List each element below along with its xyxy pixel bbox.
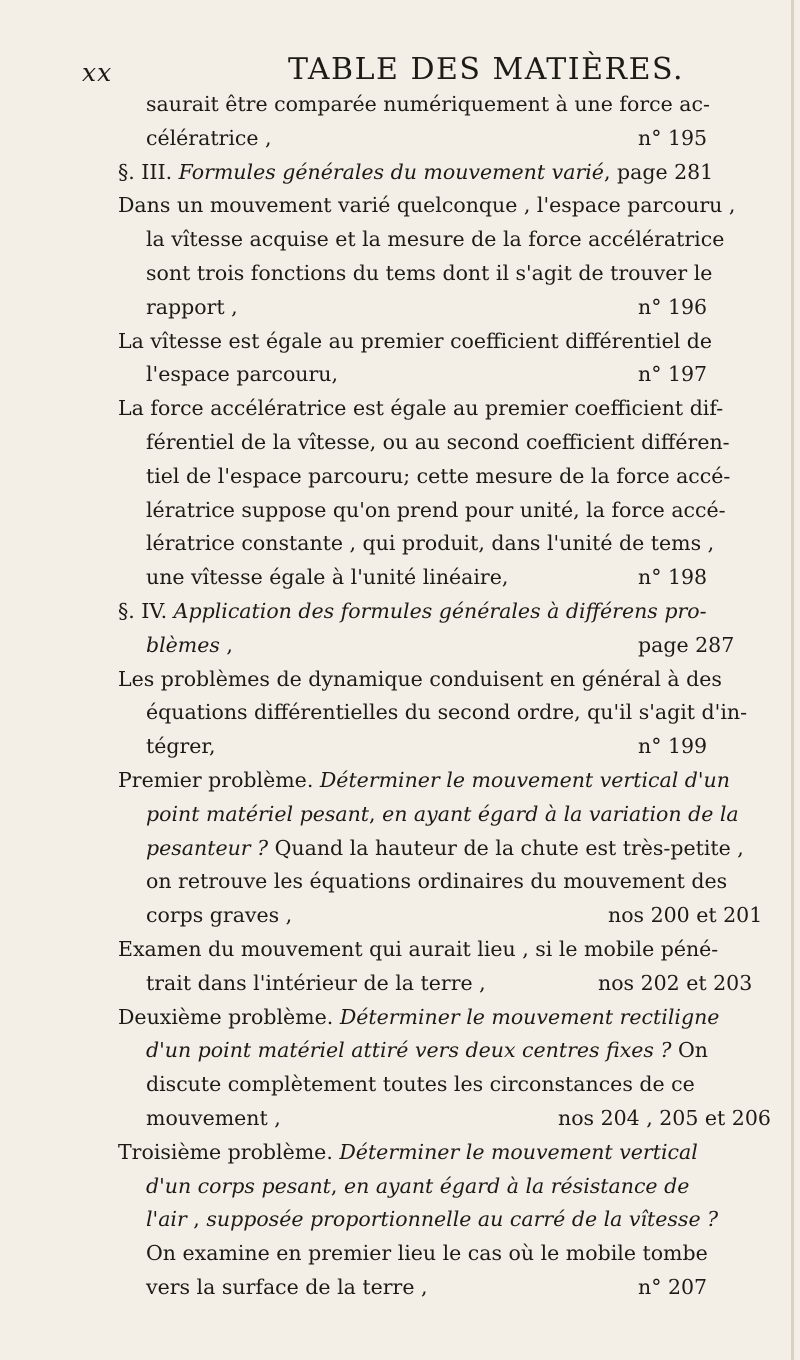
problem-statement: l'air [146, 1207, 187, 1232]
text-line [118, 696, 790, 730]
line-text: On examine en premier lieu le cas où le mobile tombe [146, 1241, 708, 1266]
problem-statement: point matériel pesant [146, 801, 370, 826]
entry-reference: nos 204 , 205 et 206 [558, 1105, 771, 1130]
problem-statement: Déterminer le mouvement vertical d'un [319, 767, 730, 792]
section-title: Application des formules générales à différens pro- [173, 598, 707, 623]
problem-label: Deuxième problème. [118, 1004, 334, 1029]
problem-statement: en ayant égard à la variation de la [382, 801, 739, 826]
section-heading-continued [118, 629, 790, 663]
problem-heading [118, 1136, 790, 1170]
problem-statement: d'un point matériel attiré vers deux centres fixes ? [146, 1038, 672, 1063]
section-title: blèmes [146, 632, 220, 657]
text-line [118, 865, 790, 899]
running-title: TABLE DES MATIÈRES. [288, 52, 684, 87]
text-line [118, 358, 790, 392]
line-text: Les problèmes de dynamique conduisent en général à des [118, 666, 722, 691]
line-text: Examen du mouvement qui aurait lieu , si le mobile péné- [118, 936, 719, 961]
entry-reference: n° 197 [638, 362, 708, 387]
text-line [118, 460, 790, 494]
section-title: Formules générales du mouvement varié [178, 159, 604, 184]
text-line [118, 1034, 790, 1068]
entry-reference: nos 200 et 201 [608, 903, 763, 928]
line-text: Dans un mouvement varié quelconque , l'espace parcouru , [118, 193, 736, 218]
line-text: mouvement , [146, 1105, 281, 1130]
section-heading [118, 595, 790, 629]
text-line [118, 1068, 790, 1102]
line-text: tégrer, [146, 734, 216, 759]
text-line [118, 798, 790, 832]
line-text: lératrice constante , qui produit, dans l'unité de tems , [146, 531, 715, 556]
line-text: on retrouve les équations ordinaires du mouvement des [146, 869, 728, 894]
problem-heading [118, 1001, 790, 1035]
line-text: corps graves , [146, 903, 293, 928]
text-line [118, 663, 790, 697]
problem-label: Premier problème. [118, 767, 314, 792]
problem-statement: Déterminer le mouvement vertical [339, 1139, 698, 1164]
line-text: discute complètement toutes les circonstances de ce [146, 1072, 695, 1097]
line-text: vers la surface de la terre , [146, 1274, 428, 1299]
line-text: la vîtesse acquise et la mesure de la force accélératrice [146, 227, 725, 252]
problem-statement: d'un corps pesant [146, 1173, 331, 1198]
line-text: , [369, 801, 376, 826]
text-line [118, 88, 790, 122]
entry-reference: n° 198 [638, 565, 708, 590]
text-line [118, 392, 790, 426]
text-line [118, 527, 790, 561]
text-line [118, 1271, 790, 1305]
line-text: rapport , [146, 294, 238, 319]
section-page: page 287 [638, 632, 735, 657]
entry-reference: nos 202 et 203 [598, 970, 753, 995]
text-line [118, 1102, 790, 1136]
line-text: équations différentielles du second ordre, qu'il s'agit d'in- [146, 700, 748, 725]
problem-label: Troisième problème. [118, 1139, 333, 1164]
text-line [118, 494, 790, 528]
text-line [118, 189, 790, 223]
line-text: célératrice , [146, 125, 272, 150]
line-text: tiel de l'espace parcouru; cette mesure de la force accé- [146, 463, 731, 488]
line-text: , [186, 1207, 200, 1232]
entry-reference: n° 195 [638, 125, 708, 150]
problem-heading [118, 764, 790, 798]
line-text: sont trois fonctions du tems dont il s'agit de trouver le [146, 260, 713, 285]
text-line [118, 933, 790, 967]
section-mark: §. IV. [118, 598, 168, 623]
entry-reference: n° 196 [638, 294, 708, 319]
text-line [118, 967, 790, 1001]
problem-statement: supposée proportionnelle au carré de la vîtesse ? [206, 1207, 719, 1232]
line-text: l'espace parcouru, [146, 362, 339, 387]
problem-statement: pesanteur ? [146, 835, 269, 860]
line-text: , [219, 632, 233, 657]
text-line [118, 899, 790, 933]
entry-reference: n° 199 [638, 734, 708, 759]
line-text: , [330, 1173, 338, 1198]
text-line [118, 223, 790, 257]
text-line [118, 426, 790, 460]
text-line [118, 1170, 790, 1204]
text-line [118, 730, 790, 764]
line-text: On [671, 1038, 708, 1063]
section-mark: §. III. [118, 159, 173, 184]
line-text: lératrice suppose qu'on prend pour unité, la force accé- [146, 497, 726, 522]
page-header [0, 52, 800, 92]
text-line [118, 291, 790, 325]
page-edge [791, 0, 794, 1360]
line-text: La force accélératrice est égale au premier coefficient dif- [118, 396, 724, 421]
section-heading [118, 156, 790, 190]
text-line [118, 325, 790, 359]
line-text: férentiel de la vîtesse, ou au second coefficient différen- [146, 429, 730, 454]
line-text: une vîtesse égale à l'unité linéaire, [146, 565, 509, 590]
section-page: , page 281 [603, 159, 714, 184]
text-line [118, 257, 790, 291]
entry-reference: n° 207 [638, 1274, 708, 1299]
text-line [118, 1237, 790, 1271]
line-text: saurait être comparée numériquement à une force ac- [146, 92, 710, 116]
line-text: La vîtesse est égale au premier coefficient différentiel de [118, 328, 713, 353]
text-line [118, 832, 790, 866]
problem-statement: en ayant égard à la résistance de [343, 1173, 690, 1198]
text-line [118, 1203, 790, 1237]
text-line [118, 561, 790, 595]
folio-number: xx [82, 58, 113, 87]
text-line [118, 122, 790, 156]
table-of-contents-text [118, 88, 790, 1305]
problem-statement: Déterminer le mouvement rectiligne [339, 1004, 720, 1029]
line-text: trait dans l'intérieur de la terre , [146, 970, 486, 995]
line-text: Quand la hauteur de la chute est très-petite , [268, 835, 744, 860]
